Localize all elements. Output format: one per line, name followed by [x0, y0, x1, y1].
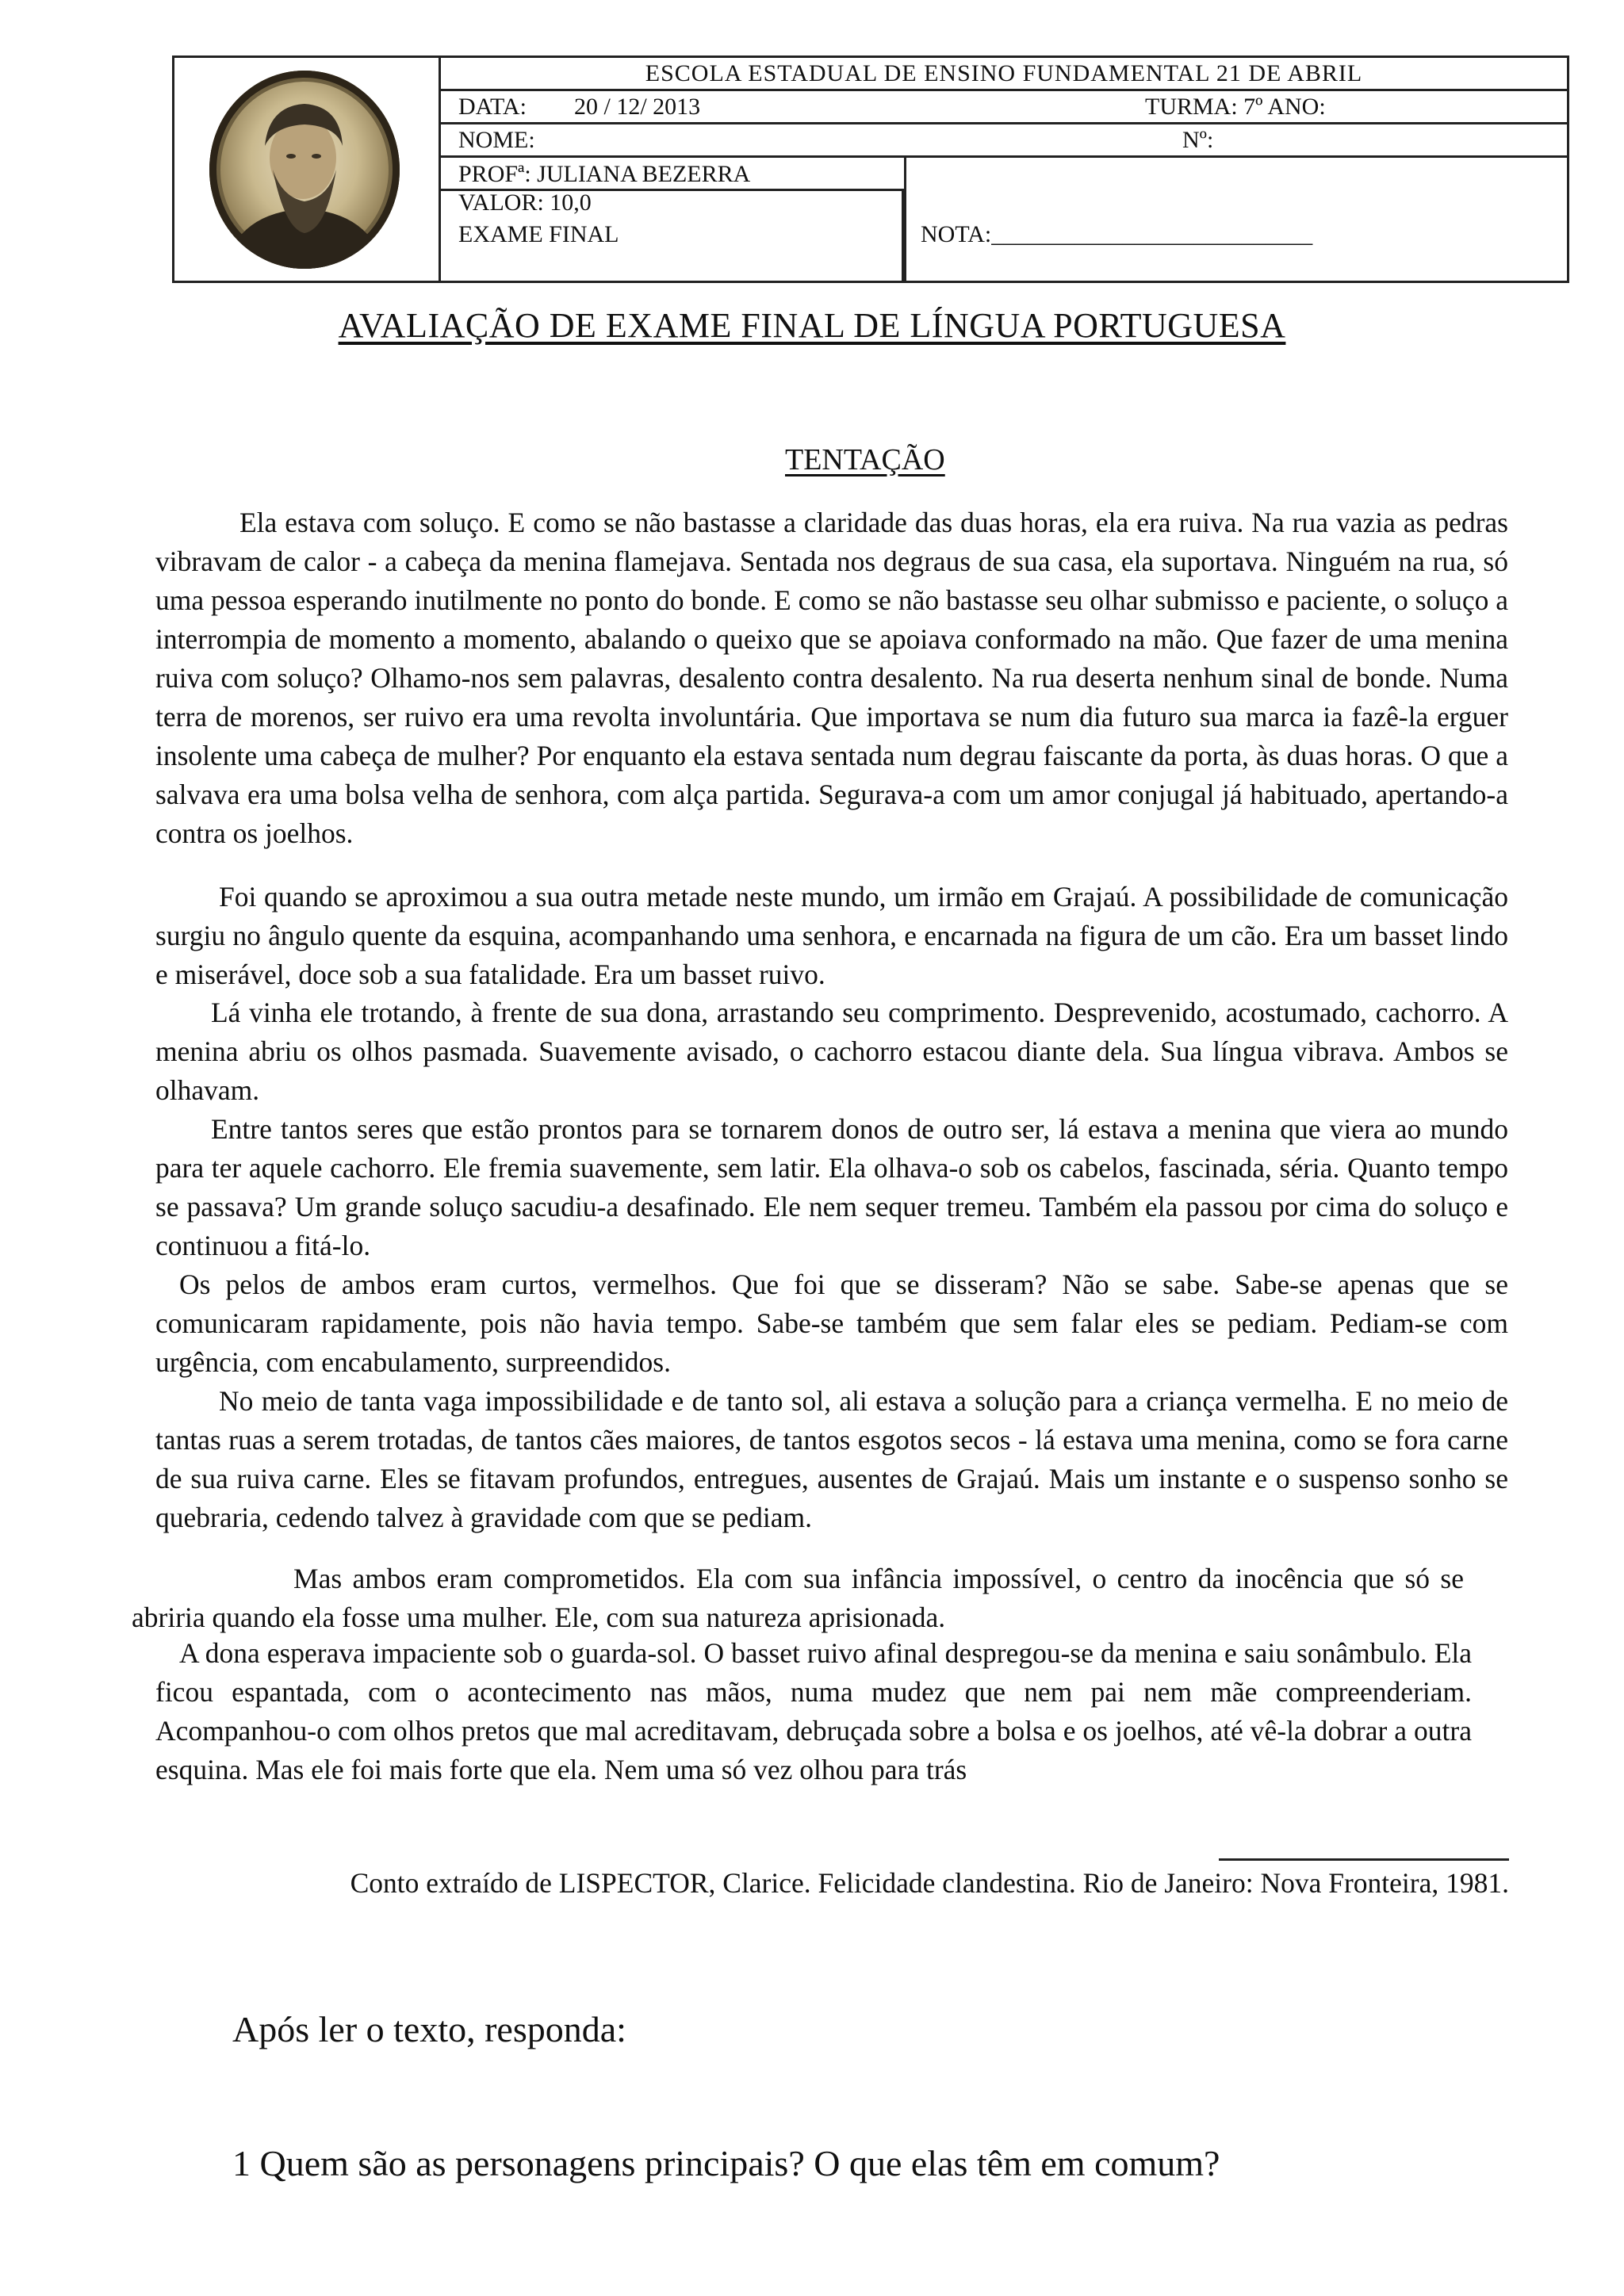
- questions-intro: Após ler o texto, responda:: [232, 2009, 626, 2049]
- teacher-name: PROFª: JULIANA BEZERRA: [458, 161, 751, 187]
- grade-cell: [904, 158, 1567, 281]
- date-value: 20 / 12/ 2013: [574, 94, 701, 120]
- exam-title: AVALIAÇÃO DE EXAME FINAL DE LÍNGUA PORTUGUESA: [338, 306, 1286, 345]
- story-paragraph: [155, 993, 1508, 1110]
- paragraph-text: Entre tantos seres que estão prontos para se tornarem donos de outro ser, lá estava a menina que viera ao mundo para ter aquele cachorro. Ele fremia suavemente, sem latir. Ela olhava-o sob os cabelos, fascinada, séria. Quanto tempo se passava? Um grande soluço sacudiu-a desafinado. Ele nem sequer tremeu. Também ela passou por cima do soluço e continuou a fitá-lo.: [155, 1113, 1508, 1261]
- paragraph-text: Lá vinha ele trotando, à frente de sua dona, arrastando seu comprimento. Desprevenido, acostumado, cachorro. A menina abriu os olhos pasmada. Suavemente avisado, o cachorro estacou diante dela. Sua língua vibrava. Ambos se olhavam.: [155, 997, 1508, 1106]
- value-exam-cell: [441, 191, 904, 281]
- school-header-table: [172, 55, 1569, 283]
- story-paragraph: [155, 503, 1508, 853]
- paragraph-text: A dona esperava impaciente sob o guarda-sol. O basset ruivo afinal despregou-se da menina e saiu sonâmbulo. Ela ficou espantada, com o acontecimento nas mãos, numa mudez que nem pai nem mãe compreenderiam. Acompanhou-o com olhos pretos que mal acreditavam, debruçada sobre a bolsa e os joelhos, até vê-la dobrar a outra esquina. Mas ele foi mais forte que ela. Nem uma só vez olhou para trás: [155, 1637, 1472, 1785]
- story-paragraph: [155, 1634, 1472, 1789]
- portrait-figure-icon: [209, 71, 400, 269]
- class-label: TURMA: 7º ANO:: [1145, 94, 1326, 120]
- paragraph-text: Ela estava com soluço. E como se não bastasse a claridade das duas horas, ela era ruiva. Na rua vazia as pedras vibravam de calor - a cabeça da menina flamejava. Sentada nos degraus de sua casa, ela suportava. Ninguém na rua, só uma pessoa esperando inutilmente no ponto do bonde. E como se não bastasse seu olhar submisso e paciente, o soluço a interrompia de momento a momento, abalando o queixo que se apoiava conformado na mão. Que fazer de uma menina ruiva com soluço? Olhamo-nos sem palavras, desalento contra desalento. Na rua deserta nenhum sinal de bonde. Numa terra de morenos, ser ruivo era uma revolta involuntária. Que importava se num dia futuro sua marca ia fazê-la erguer insolente uma cabeça de mulher? Por enquanto ela estava sentada num degrau faiscante da porta, às duas horas. O que a salvava era uma bolsa velha de senhora, com alça partida. Segurava-a com um amor conjugal já habituado, apertando-a contra os joelhos.: [155, 507, 1508, 849]
- name-label: NOME:: [458, 127, 535, 153]
- header-info-rows: [441, 58, 1567, 281]
- citation-divider: [1219, 1858, 1509, 1861]
- teacher-row: [441, 158, 904, 191]
- story-citation: Conto extraído de LISPECTOR, Clarice. Felicidade clandestina. Rio de Janeiro: Nova Fronteira, 1981.: [350, 1867, 1509, 1899]
- name-row: [441, 124, 1567, 158]
- date-row: [441, 91, 1567, 124]
- school-name: ESCOLA ESTADUAL DE ENSINO FUNDAMENTAL 21 DE ABRIL: [441, 58, 1567, 91]
- grade-label: NOTA:___________________________: [921, 221, 1313, 247]
- school-patron-portrait: [209, 71, 400, 269]
- exam-value: VALOR: 10,0: [458, 189, 592, 216]
- story-paragraph: [155, 878, 1508, 994]
- number-label: Nº:: [1182, 127, 1214, 153]
- question-1: 1 Quem são as personagens principais? O que elas têm em comum?: [232, 2143, 1220, 2183]
- exam-type: EXAME FINAL: [458, 221, 619, 247]
- story-paragraph: [155, 1382, 1508, 1537]
- story-title: TENTAÇÃO: [785, 443, 945, 476]
- date-label: DATA:: [458, 94, 527, 120]
- paragraph-text: No meio de tanta vaga impossibilidade e de tanto sol, ali estava a solução para a criança vermelha. E no meio de tantas ruas a serem trotadas, de tantos cães maiores, de tantos esgotos secos - lá estava uma menina, como se fora carne de sua ruiva carne. Eles se fitavam profundos, entregues, ausentes de Grajaú. Mais um instante e o suspenso sonho se quebraria, cedendo talvez à gravidade com que se pediam.: [155, 1385, 1508, 1533]
- story-paragraph: [155, 1265, 1508, 1382]
- paragraph-text: Os pelos de ambos eram curtos, vermelhos. Que foi que se disseram? Não se sabe. Sabe-se apenas que se comunicaram rapidamente, pois não havia tempo. Sabe-se também que sem falar eles se pediam. Pediam-se com urgência, com encabulamento, surpreendidos.: [155, 1269, 1508, 1378]
- paragraph-text: Mas ambos eram comprometidos. Ela com sua infância impossível, o centro da inocência que só se abriria quando ela fosse uma mulher. Ele, com sua natureza aprisionada.: [132, 1563, 1464, 1633]
- story-paragraph: [132, 1559, 1464, 1637]
- paragraph-text: Foi quando se aproximou a sua outra metade neste mundo, um irmão em Grajaú. A possibilidade de comunicação surgiu no ângulo quente da esquina, acompanhando uma senhora, e encarnada na figura de um cão. Era um basset lindo e miserável, doce sob a sua fatalidade. Era um basset ruivo.: [155, 881, 1508, 990]
- story-paragraph: [155, 1110, 1508, 1265]
- portrait-cell: [174, 58, 441, 281]
